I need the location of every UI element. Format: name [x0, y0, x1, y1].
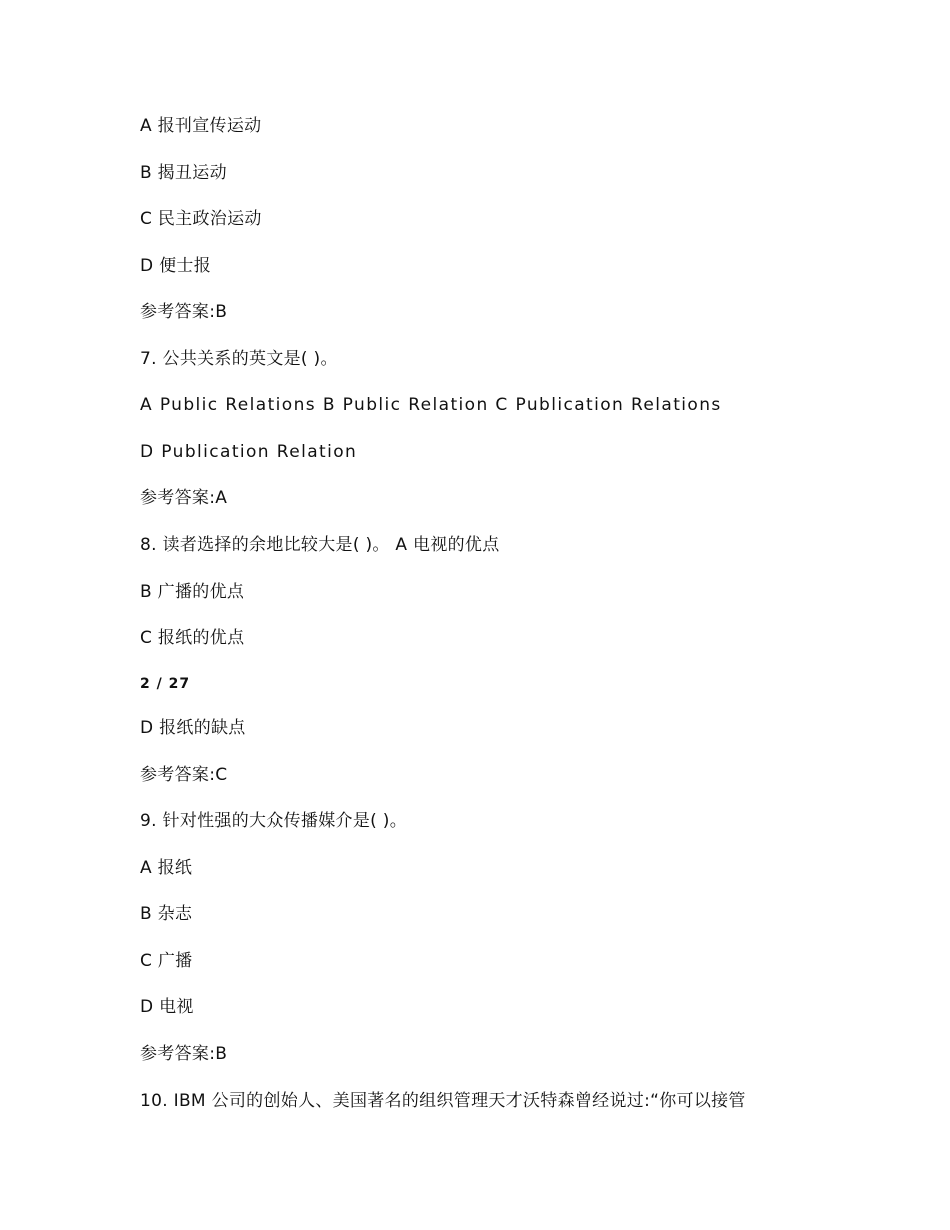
- q8-option-d: D 报纸的缺点: [140, 718, 246, 738]
- page-number: 2 / 27: [140, 676, 191, 692]
- q7-answer: 参考答案:A: [140, 488, 228, 508]
- q8-option-c: C 报纸的优点: [140, 628, 245, 648]
- q9-option-b: B 杂志: [140, 904, 193, 924]
- q6-answer: 参考答案:B: [140, 302, 228, 322]
- q9-option-c: C 广播: [140, 951, 193, 971]
- q8-answer: 参考答案:C: [140, 765, 228, 785]
- q6-option-a: A 报刊宣传运动: [140, 116, 262, 136]
- q8-question: 8. 读者选择的余地比较大是( )。 A 电视的优点: [140, 535, 500, 555]
- q9-answer: 参考答案:B: [140, 1044, 228, 1064]
- q10-question: 10. IBM 公司的创始人、美国著名的组织管理天才沃特森曾经说过:“你可以接管: [140, 1091, 746, 1111]
- q6-option-c: C 民主政治运动: [140, 209, 262, 229]
- q7-options-abc: A Public Relations B Public Relation C Publication Relations: [140, 395, 722, 415]
- q7-question: 7. 公共关系的英文是( )。: [140, 349, 338, 369]
- q9-question: 9. 针对性强的大众传播媒介是( )。: [140, 811, 407, 831]
- q6-option-d: D 便士报: [140, 256, 211, 276]
- q7-option-d: D Publication Relation: [140, 442, 358, 462]
- q9-option-a: A 报纸: [140, 858, 193, 878]
- q6-option-b: B 揭丑运动: [140, 163, 227, 183]
- q8-option-b: B 广播的优点: [140, 582, 245, 602]
- q9-option-d: D 电视: [140, 997, 194, 1017]
